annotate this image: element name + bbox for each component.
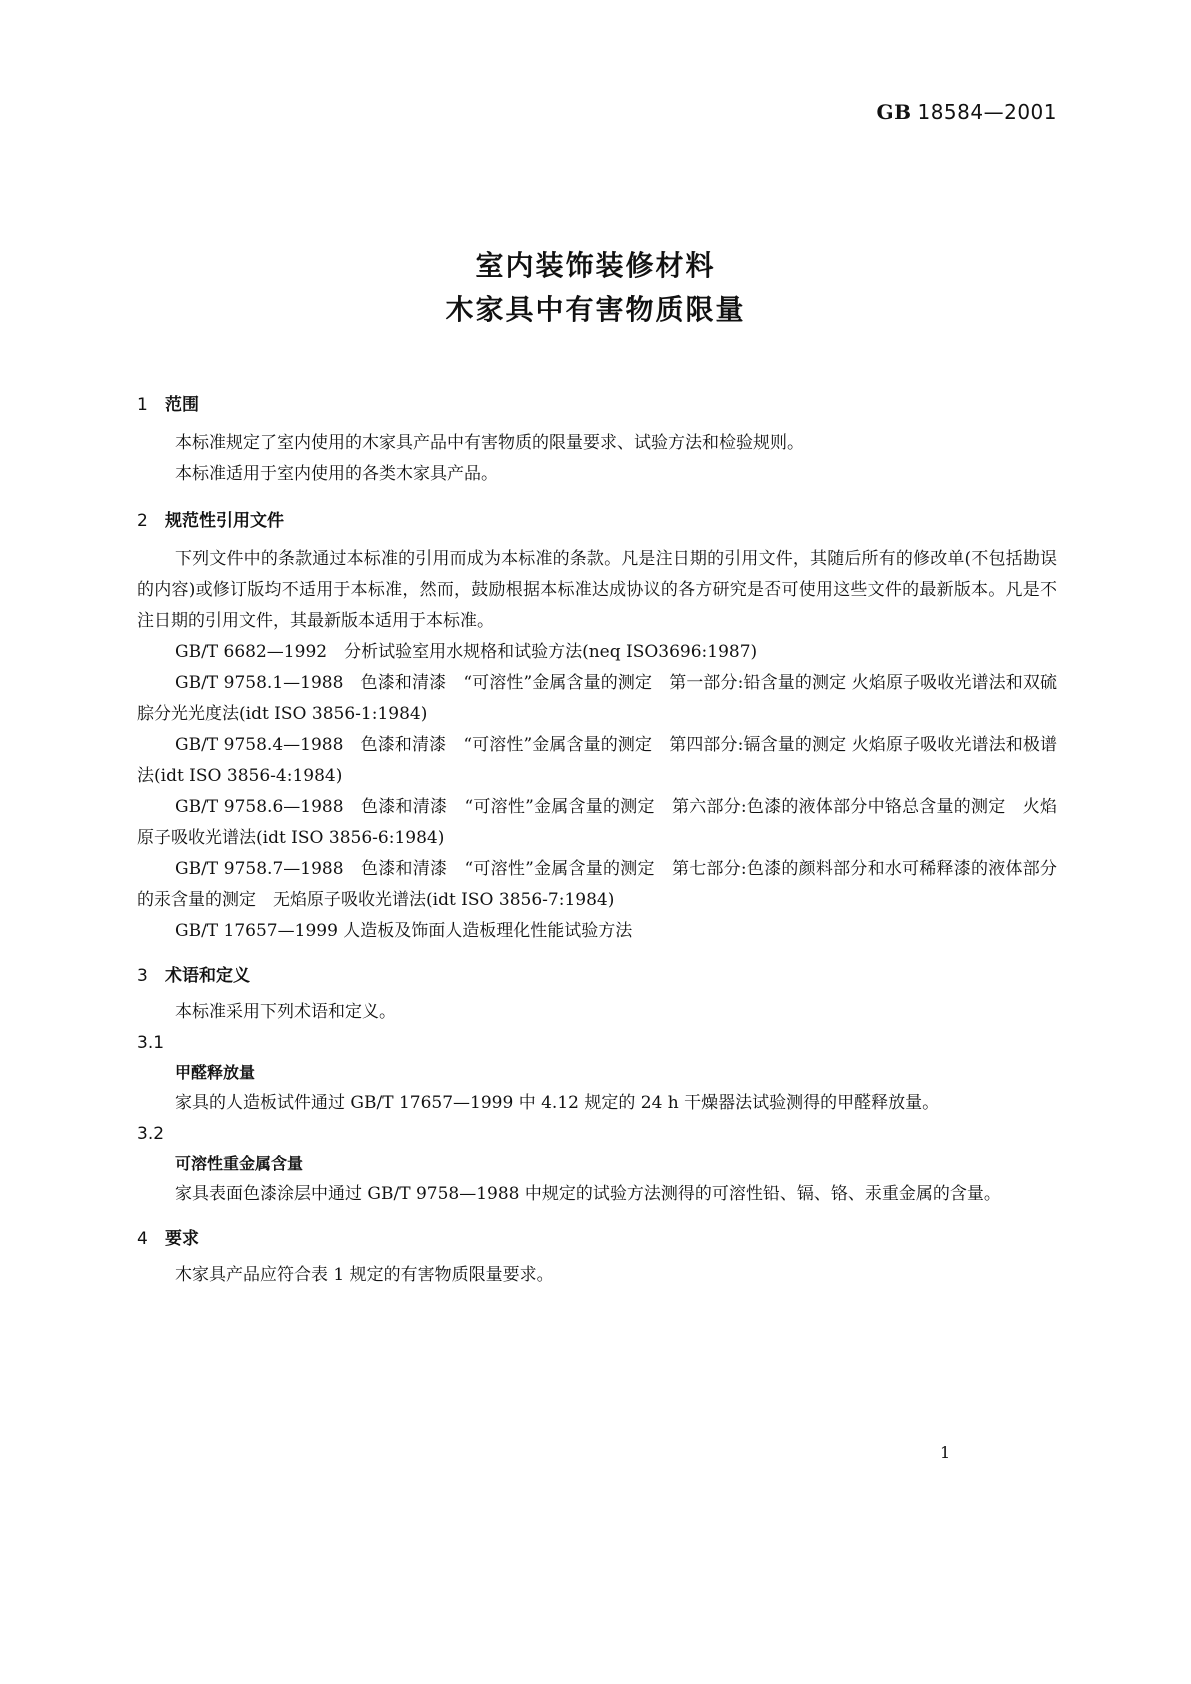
title-line-1: 室内装饰装修材料 <box>475 249 716 282</box>
term-heading: 甲醛释放量 <box>175 1063 256 1082</box>
standard-number <box>876 100 1057 124</box>
section-2-heading <box>137 506 1057 530</box>
subsection-number: 3.1 <box>137 1033 165 1053</box>
section-3-heading <box>137 961 1057 985</box>
section-number: 3 <box>137 966 148 986</box>
paragraph: 本标准采用下列术语和定义。 <box>175 1002 396 1022</box>
reference-item: GB/T 9758.6—1988 色漆和清漆 “可溶性”金属含量的测定 第六部分:色漆的液体部分中铬总含量的测定 火焰原子吸收光谱法(idt ISO 3856-6:1984) <box>137 797 1057 848</box>
page-number: 1 <box>940 1443 951 1462</box>
section-1-heading <box>137 390 1057 414</box>
section-title: 规范性引用文件 <box>165 511 284 531</box>
standard-prefix: GB <box>876 100 912 124</box>
section-number: 1 <box>137 395 148 415</box>
paragraph: 本标准规定了室内使用的木家具产品中有害物质的限量要求、试验方法和检验规则。 <box>175 433 804 453</box>
section-4-heading <box>137 1224 1057 1248</box>
reference-item: GB/T 9758.4—1988 色漆和清漆 “可溶性”金属含量的测定 第四部分:镉含量的测定 火焰原子吸收光谱法和极谱法(idt ISO 3856-4:1984) <box>137 735 1057 786</box>
reference-item: GB/T 9758.7—1988 色漆和清漆 “可溶性”金属含量的测定 第七部分:色漆的颜料部分和水可稀释漆的液体部分的汞含量的测定 无焰原子吸收光谱法(idt ISO 3856-7:1984) <box>137 859 1057 910</box>
title-line-2: 木家具中有害物质限量 <box>445 293 746 326</box>
section-title: 术语和定义 <box>165 966 250 986</box>
paragraph: 本标准适用于室内使用的各类木家具产品。 <box>175 464 498 484</box>
section-number: 4 <box>137 1229 148 1249</box>
paragraph: 下列文件中的条款通过本标准的引用而成为本标准的条款。凡是注日期的引用文件，其随后所有的修改单(不包括勘误的内容)或修订版均不适用于本标准，然而，鼓励根据本标准达成协议的各方研究是否可使用这些文件的最新版本。凡是不注日期的引用文件，其最新版本适用于本标准。 <box>137 549 1057 631</box>
document-body <box>137 390 1057 1291</box>
section-title: 要求 <box>165 1229 199 1249</box>
paragraph: 木家具产品应符合表 1 规定的有害物质限量要求。 <box>175 1265 554 1285</box>
reference-item: GB/T 17657—1999 人造板及饰面人造板理化性能试验方法 <box>175 921 633 941</box>
standard-code: 18584—2001 <box>917 100 1057 124</box>
section-number: 2 <box>137 511 148 531</box>
subsection-number: 3.2 <box>137 1124 165 1144</box>
term-definition: 家具表面色漆涂层中通过 GB/T 9758—1988 中规定的试验方法测得的可溶性铅、镉、铬、汞重金属的含量。 <box>175 1184 1001 1204</box>
term-heading: 可溶性重金属含量 <box>175 1154 304 1173</box>
section-title: 范围 <box>165 395 199 415</box>
reference-item: GB/T 6682—1992 分析试验室用水规格和试验方法(neq ISO3696:1987) <box>175 642 758 662</box>
term-definition: 家具的人造板试件通过 GB/T 17657—1999 中 4.12 规定的 24 h 干燥器法试验测得的甲醛释放量。 <box>175 1093 940 1113</box>
reference-item: GB/T 9758.1—1988 色漆和清漆 “可溶性”金属含量的测定 第一部分:铅含量的测定 火焰原子吸收光谱法和双硫腙分光光度法(idt ISO 3856-1:1984) <box>137 673 1057 724</box>
